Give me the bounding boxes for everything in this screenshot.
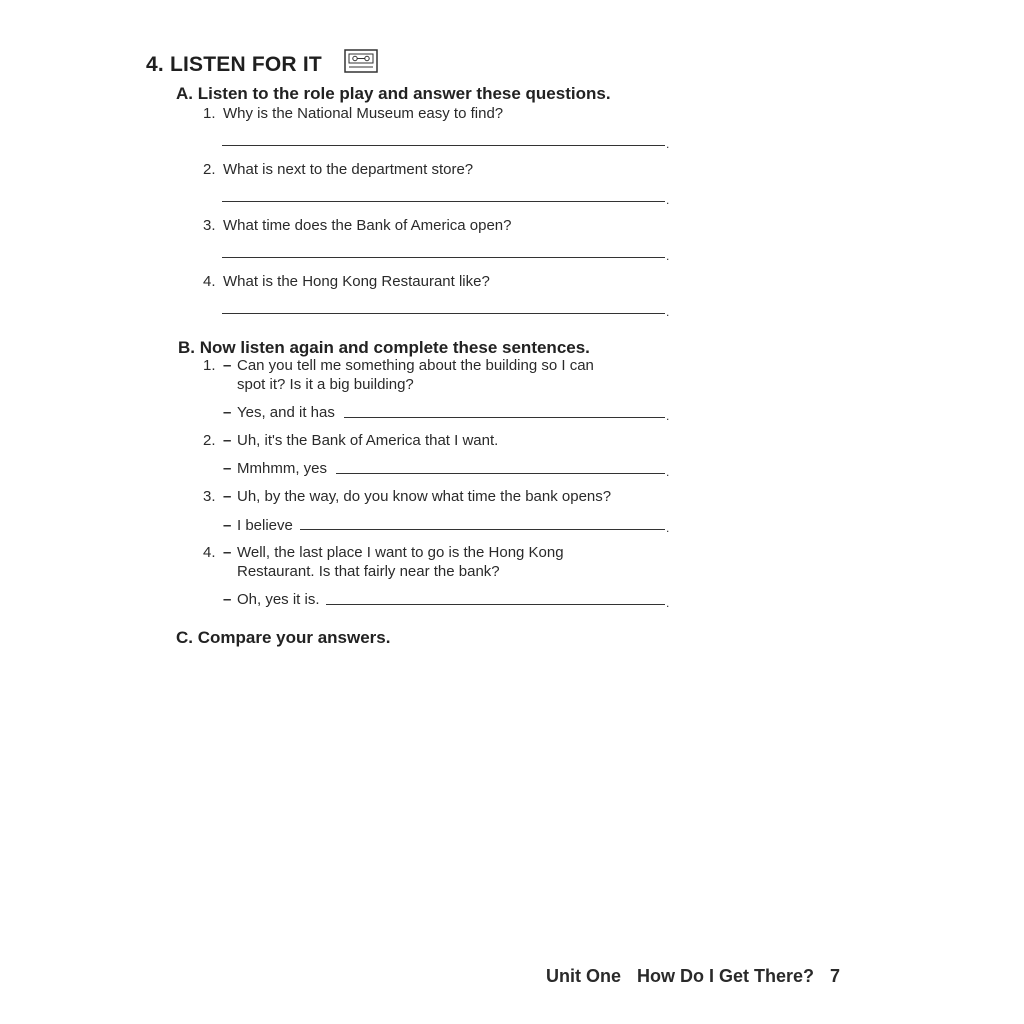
- dialog-line: Uh, by the way, do you know what time the bank opens?: [237, 488, 612, 505]
- question-text: What time does the Bank of America open?: [223, 217, 512, 234]
- question-text: Why is the National Museum easy to find?: [223, 105, 504, 122]
- footer-unit: Unit One: [546, 966, 621, 986]
- dialog-2-response: [223, 460, 327, 477]
- question-number: 3.: [203, 217, 216, 234]
- part-b-instructions: Now listen again and complete these sentences.: [199, 338, 590, 357]
- dash: –: [223, 488, 232, 505]
- question-number: 2.: [203, 161, 216, 178]
- answer-period: .: [666, 305, 670, 319]
- response-text: Oh, yes it is.: [237, 591, 320, 608]
- section-title: [146, 53, 322, 77]
- dialog-3-response: [223, 517, 293, 534]
- question-2: [203, 161, 473, 178]
- question-text: What is the Hong Kong Restaurant like?: [223, 273, 490, 290]
- dash: –: [223, 404, 232, 421]
- dialog-line: Well, the last place I want to go is the Hong Kong: [237, 544, 564, 561]
- dash: –: [223, 517, 232, 534]
- fill-line-3[interactable]: [300, 529, 665, 530]
- dash: –: [223, 460, 232, 477]
- part-a-instructions: Listen to the role play and answer these questions.: [197, 84, 611, 103]
- dialog-number: 3.: [203, 488, 216, 505]
- fill-period: .: [666, 596, 670, 610]
- dash: –: [223, 357, 232, 374]
- response-text: Mmhmm, yes: [237, 460, 327, 477]
- dialog-1-prompt: [203, 357, 594, 374]
- question-4: [203, 273, 490, 290]
- response-text: Yes, and it has: [237, 404, 335, 421]
- fill-period: .: [666, 409, 670, 423]
- dialog-number: 4.: [203, 544, 216, 561]
- dialog-4-response: [223, 591, 320, 608]
- fill-period: .: [666, 521, 670, 535]
- part-c-letter: C.: [176, 628, 193, 647]
- dialog-2-prompt: [203, 432, 498, 449]
- dialog-1-response: [223, 404, 335, 421]
- dialog-line: Uh, it's the Bank of America that I want.: [237, 432, 499, 449]
- dialog-number: 1.: [203, 357, 216, 374]
- answer-period: .: [666, 193, 670, 207]
- fill-line-2[interactable]: [336, 473, 665, 474]
- response-text: I believe: [237, 517, 293, 534]
- dialog-line: Can you tell me something about the building so I can: [237, 357, 594, 374]
- fill-line-4[interactable]: [326, 604, 665, 605]
- dash: –: [223, 591, 232, 608]
- dialog-1-prompt-cont: spot it? Is it a big building?: [237, 376, 414, 393]
- question-number: 1.: [203, 105, 216, 122]
- part-b-heading: [178, 338, 590, 358]
- dialog-3-prompt: [203, 488, 611, 505]
- question-1: [203, 105, 503, 122]
- part-a-heading: [176, 84, 611, 104]
- part-c-instructions: Compare your answers.: [197, 628, 391, 647]
- answer-line-3[interactable]: [222, 257, 665, 258]
- answer-line-2[interactable]: [222, 201, 665, 202]
- dialog-4-prompt-cont: Restaurant. Is that fairly near the bank?: [237, 563, 500, 580]
- section-heading: LISTEN FOR IT: [169, 53, 322, 76]
- part-c-heading: [176, 628, 390, 648]
- answer-line-1[interactable]: [222, 145, 665, 146]
- fill-period: .: [666, 465, 670, 479]
- dash: –: [223, 544, 232, 561]
- part-b-letter: B.: [178, 338, 195, 357]
- page-number: 7: [830, 966, 841, 986]
- footer-title: How Do I Get There?: [637, 966, 815, 986]
- dash: –: [223, 432, 232, 449]
- answer-period: .: [666, 137, 670, 151]
- dialog-number: 2.: [203, 432, 216, 449]
- answer-period: .: [666, 249, 670, 263]
- page-footer: [546, 966, 840, 987]
- question-number: 4.: [203, 273, 216, 290]
- cassette-tape-icon: [344, 49, 378, 73]
- question-text: What is next to the department store?: [223, 161, 474, 178]
- part-a-letter: A.: [176, 84, 193, 103]
- fill-line-1[interactable]: [344, 417, 665, 418]
- dialog-4-prompt: [203, 544, 564, 561]
- section-number: 4.: [146, 53, 164, 76]
- answer-line-4[interactable]: [222, 313, 665, 314]
- question-3: [203, 217, 512, 234]
